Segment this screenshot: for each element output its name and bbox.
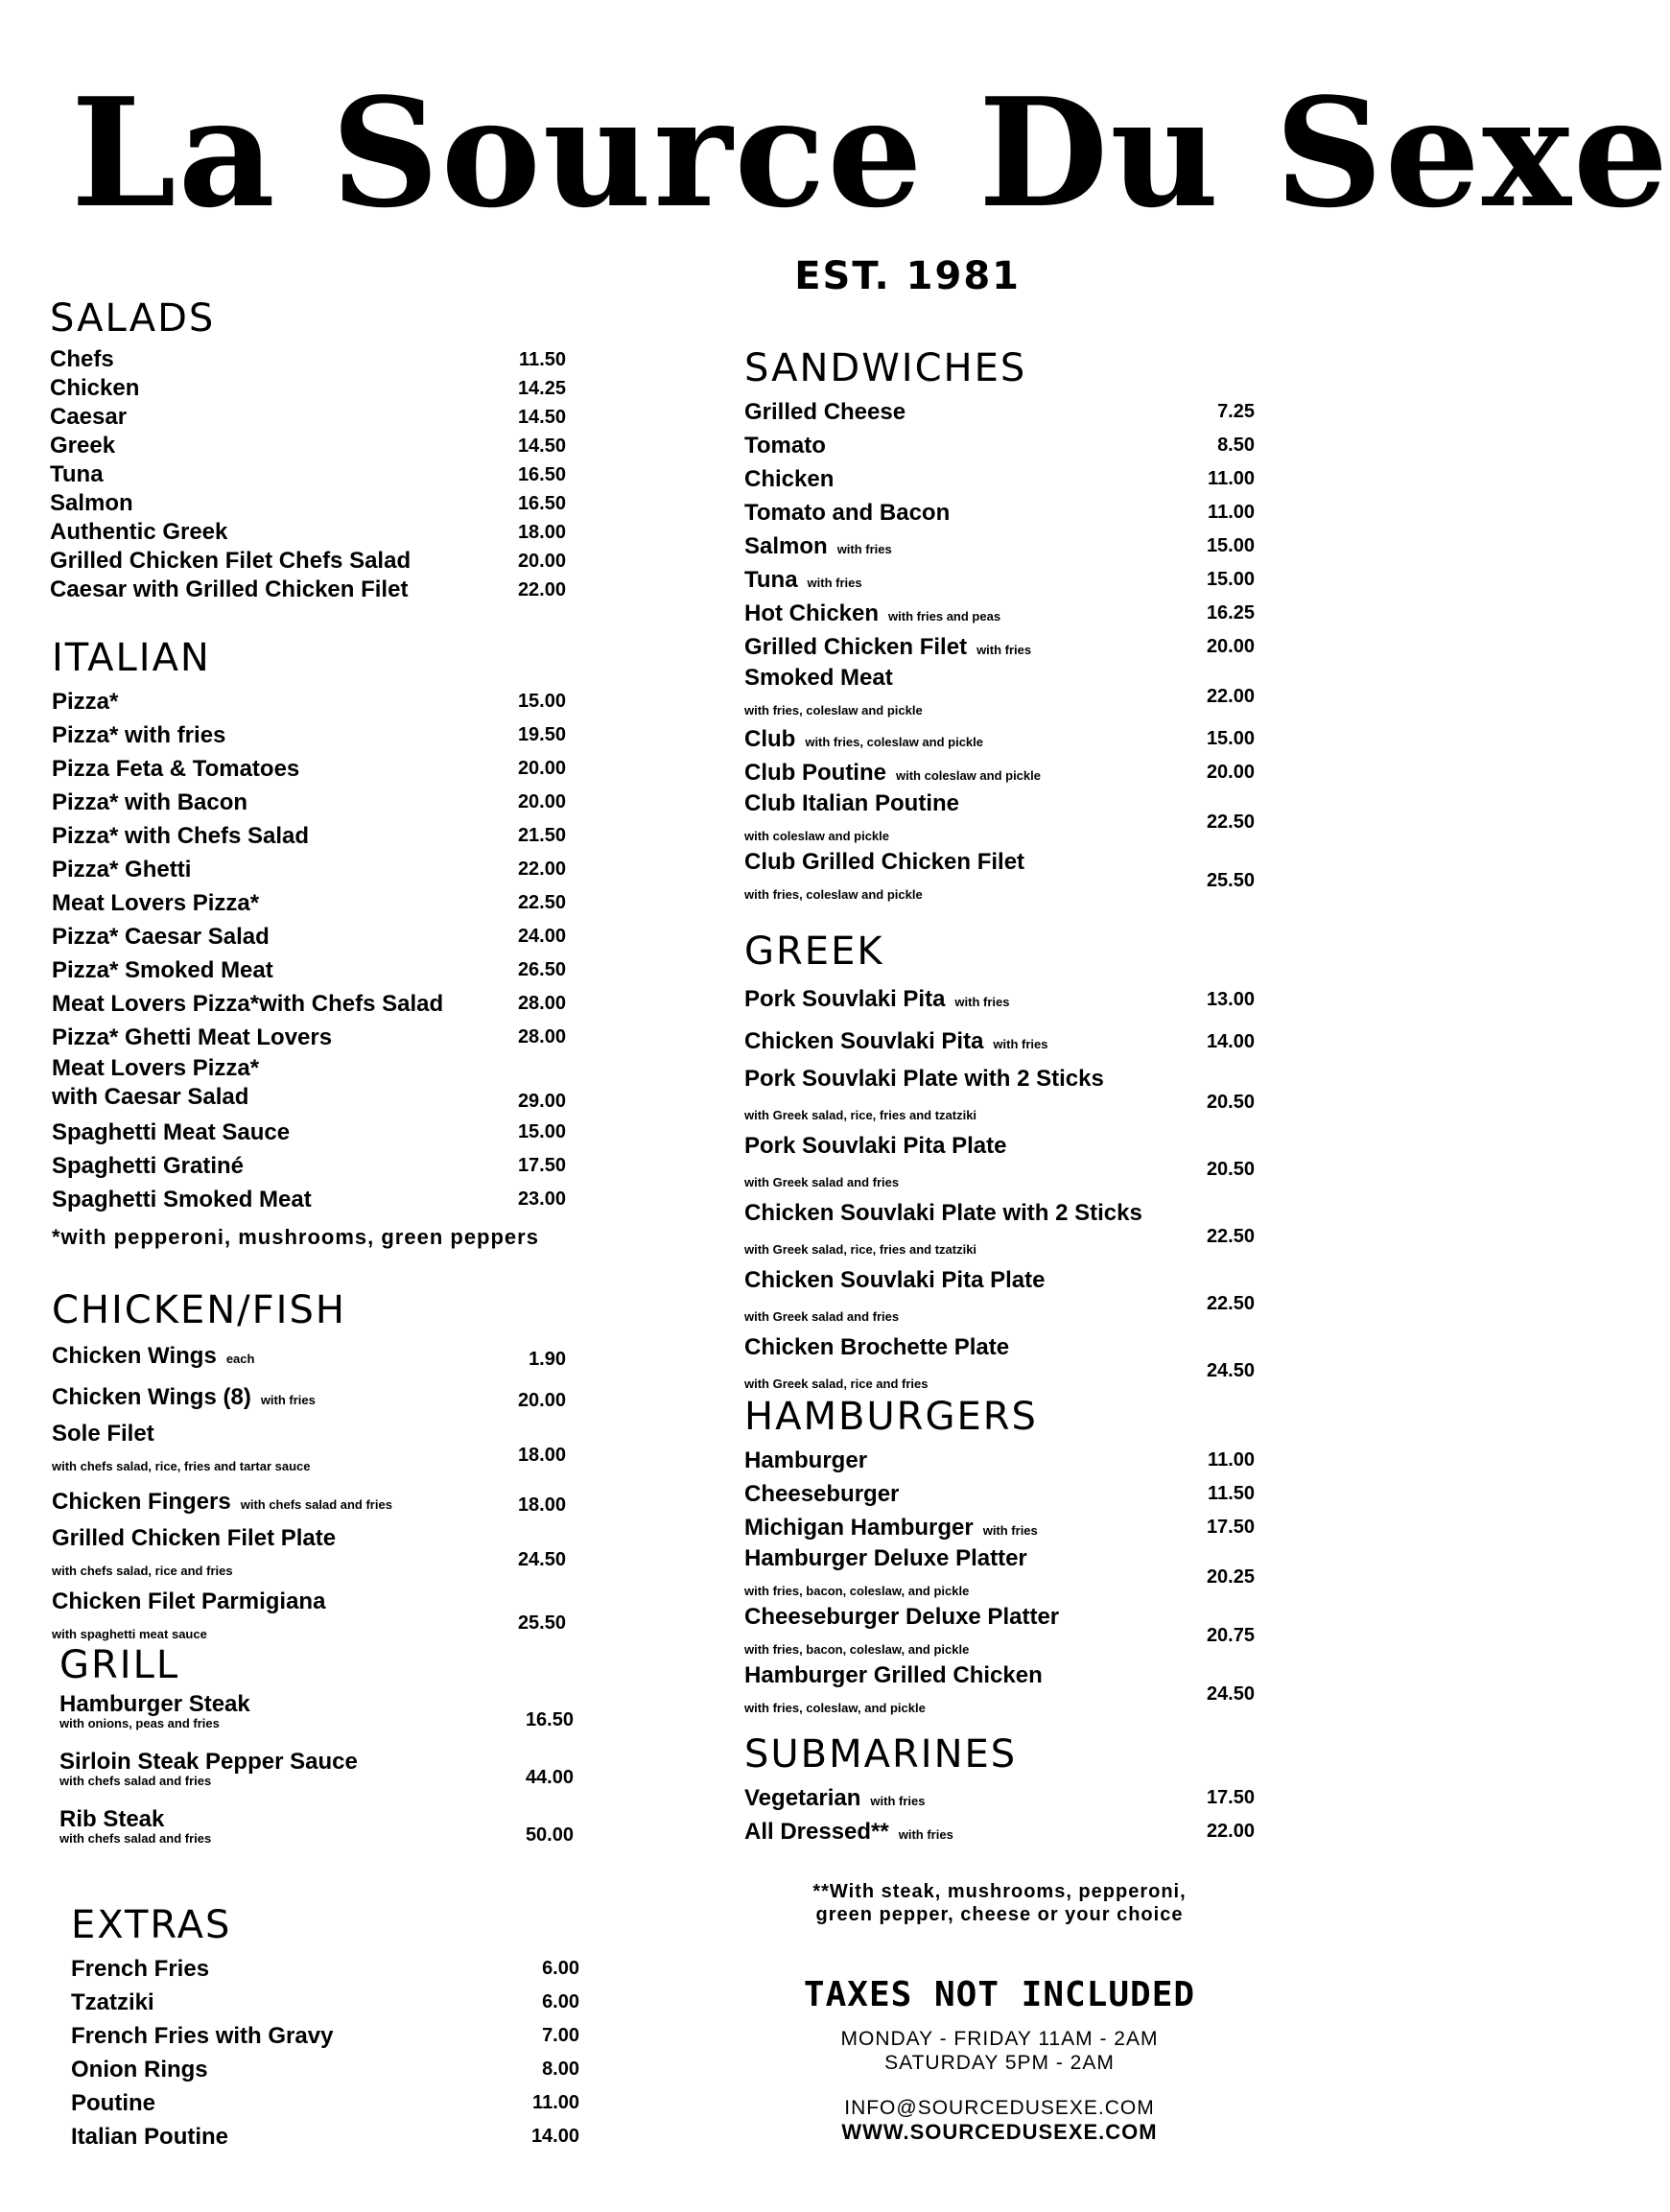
menu-item	[59, 1807, 574, 1865]
sandwiches-section	[744, 347, 1255, 906]
item-name: Club	[744, 726, 796, 752]
item-name: Spaghetti Meat Sauce	[52, 1119, 291, 1145]
menu-item	[52, 853, 566, 886]
item-price: 22.00	[1206, 686, 1255, 707]
chicken-fish-section	[52, 1289, 566, 1651]
item-note: with fries	[982, 1523, 1038, 1538]
item-name: Chicken Souvlaki Pita	[744, 1028, 984, 1054]
item-price: 11.50	[519, 349, 566, 370]
menu-item	[52, 1149, 566, 1183]
item-name: Caesar	[50, 404, 128, 430]
item-price: 24.00	[517, 926, 566, 947]
item-description: with fries, coleslaw, and pickle	[744, 1701, 926, 1715]
item-price: 22.50	[517, 892, 566, 913]
item-name: Salmon	[744, 533, 828, 559]
item-description: with Greek salad, rice, fries and tzatziki	[744, 1242, 977, 1257]
pizza-note: *with pepperoni, mushrooms, green peppers	[52, 1225, 539, 1249]
item-price: 15.00	[517, 1121, 566, 1142]
section-title: GREEK	[744, 930, 884, 974]
item-name: Pizza*	[52, 689, 119, 715]
item-price: 15.00	[517, 691, 566, 712]
item-price: 28.00	[517, 1026, 566, 1047]
menu-item	[71, 2086, 579, 2120]
footer	[744, 1971, 1255, 2145]
item-name: Chicken Souvlaki Pita Plate	[744, 1267, 1046, 1293]
menu-item	[52, 786, 566, 819]
item-price: 20.50	[1206, 1159, 1255, 1180]
section-title: SANDWICHES	[744, 346, 1027, 390]
item-name: All Dressed**	[744, 1819, 889, 1845]
submarine-note-line2: green pepper, cheese or your choice	[815, 1904, 1184, 1925]
item-note: with fries	[954, 995, 1010, 1009]
section-title: ITALIAN	[52, 636, 211, 680]
menu-item	[52, 819, 566, 853]
hamburgers-section	[744, 1396, 1255, 1720]
item-name: Onion Rings	[71, 2057, 208, 2083]
item-price: 6.00	[542, 1958, 579, 1979]
item-name: Chicken Souvlaki Plate with 2 Sticks	[744, 1200, 1142, 1226]
menu-item	[744, 789, 1255, 848]
item-description: with chefs salad and fries	[59, 1831, 212, 1846]
item-price: 25.50	[517, 1612, 566, 1634]
item-description: with Greek salad, rice and fries	[744, 1377, 929, 1391]
item-price: 22.00	[1206, 1821, 1255, 1842]
menu-item	[71, 2053, 579, 2086]
brand-logo: La Source Du Sexe	[71, 65, 1670, 241]
menu-item	[52, 718, 566, 752]
section-title: HAMBURGERS	[744, 1395, 1038, 1439]
menu-item	[52, 1420, 566, 1483]
item-price: 28.00	[517, 993, 566, 1014]
item-price: 22.50	[1206, 812, 1255, 833]
menu-item	[52, 1116, 566, 1149]
item-note: with fries and peas	[888, 609, 1001, 624]
item-description: with spaghetti meat sauce	[52, 1627, 207, 1641]
website-link[interactable]: WWW.SOURCEDUSEXE.COM	[841, 2120, 1158, 2144]
menu-item	[744, 1130, 1255, 1197]
item-name: Spaghetti Smoked Meat	[52, 1187, 312, 1212]
menu-item	[52, 1054, 566, 1116]
item-price: 15.00	[1206, 728, 1255, 749]
item-price: 22.00	[517, 579, 566, 600]
item-description: with chefs salad, rice and fries	[52, 1564, 233, 1578]
menu-item	[744, 1477, 1255, 1511]
item-name: Meat Lovers Pizza*	[52, 890, 260, 916]
italian-section	[52, 637, 566, 1257]
item-price: 20.00	[517, 758, 566, 779]
item-price: 15.00	[1206, 535, 1255, 556]
item-name: Grilled Cheese	[744, 399, 906, 425]
item-name: Michigan Hamburger	[744, 1515, 974, 1541]
item-name: Pizza* Smoked Meat	[52, 957, 273, 983]
item-price: 15.00	[1206, 569, 1255, 590]
item-description: with coleslaw and pickle	[744, 829, 889, 843]
item-price: 20.00	[517, 551, 566, 572]
item-price: 11.00	[1208, 502, 1255, 523]
item-price: 17.50	[517, 1155, 566, 1176]
item-name: Chefs	[50, 346, 114, 372]
item-name: Hamburger Deluxe Platter	[744, 1545, 1027, 1571]
item-name: Caesar with Grilled Chicken Filet	[50, 577, 409, 602]
item-name: Chicken Wings (8)	[52, 1384, 251, 1410]
menu-item	[71, 2019, 579, 2053]
item-name: Authentic Greek	[50, 519, 228, 545]
item-name: Greek	[50, 433, 116, 459]
item-description: with Greek salad, rice, fries and tzatziki	[744, 1108, 977, 1122]
menu-item	[71, 1986, 579, 2019]
item-name: Hot Chicken	[744, 600, 880, 626]
item-price: 7.25	[1217, 401, 1255, 422]
item-price: 18.00	[517, 1445, 566, 1466]
extras-section	[71, 1904, 579, 2153]
item-price: 14.50	[517, 407, 566, 428]
menu-item	[744, 395, 1255, 429]
item-price: 8.50	[1217, 435, 1255, 456]
greek-section	[744, 930, 1255, 1399]
menu-item	[744, 978, 1255, 1021]
menu-item	[50, 432, 566, 460]
item-name: Pizza* Ghetti	[52, 857, 192, 882]
item-name: Pizza* Caesar Salad	[52, 924, 270, 950]
menu-item	[744, 1063, 1255, 1130]
section-title: SALADS	[50, 296, 216, 341]
item-name: Hamburger Steak	[59, 1691, 250, 1717]
menu-item	[52, 953, 566, 987]
item-name: Club Italian Poutine	[744, 790, 960, 816]
grill-section	[59, 1644, 574, 1865]
item-note: with fries	[993, 1037, 1048, 1051]
item-description: with fries, coleslaw and pickle	[744, 703, 923, 718]
item-name: Tzatziki	[71, 1989, 154, 2015]
item-name: Cheeseburger Deluxe Platter	[744, 1604, 1060, 1630]
menu-item	[744, 597, 1255, 630]
menu-item	[71, 1952, 579, 1986]
item-price: 8.00	[542, 2059, 579, 2080]
menu-item	[744, 496, 1255, 529]
menu-item	[52, 987, 566, 1021]
item-note: with coleslaw and pickle	[895, 768, 1041, 783]
menu-item	[50, 518, 566, 547]
item-name: Pizza* with fries	[52, 722, 226, 748]
menu-item	[52, 1588, 566, 1651]
item-price: 13.00	[1206, 989, 1255, 1010]
menu-item	[744, 1781, 1255, 1815]
item-name: Sirloin Steak Pepper Sauce	[59, 1749, 358, 1775]
hours-weekday: MONDAY - FRIDAY 11AM - 2AM	[840, 2028, 1159, 2050]
item-name: Chicken Filet Parmigiana	[52, 1588, 326, 1614]
item-price: 14.50	[517, 435, 566, 457]
item-name: Hamburger Grilled Chicken	[744, 1662, 1043, 1688]
item-name: Grilled Chicken Filet Chefs Salad	[50, 548, 412, 574]
item-name: Spaghetti Gratiné	[52, 1153, 245, 1179]
item-price: 20.00	[517, 791, 566, 812]
item-name: Chicken Wings	[52, 1343, 217, 1369]
item-price: 19.50	[517, 724, 566, 745]
item-price: 50.00	[525, 1824, 574, 1846]
item-name: French Fries	[71, 1956, 210, 1982]
item-price: 18.00	[517, 522, 566, 543]
item-description: with chefs salad and fries	[59, 1774, 212, 1788]
menu-item	[744, 529, 1255, 563]
item-name: Hamburger	[744, 1447, 868, 1473]
item-description: with onions, peas and fries	[59, 1716, 220, 1730]
item-name: Grilled Chicken Filet Plate	[52, 1525, 337, 1551]
item-name-line2: with Caesar Salad	[52, 1084, 249, 1110]
item-price: 21.50	[517, 825, 566, 846]
item-price: 24.50	[517, 1549, 566, 1570]
menu-item	[52, 685, 566, 718]
menu-item	[744, 1197, 1255, 1264]
item-name: Chicken Fingers	[52, 1489, 231, 1515]
item-name: Vegetarian	[744, 1785, 861, 1811]
item-name: Pizza Feta & Tomatoes	[52, 756, 300, 782]
item-note: with fries	[976, 643, 1032, 657]
taxes-notice: TAXES NOT INCLUDED	[803, 1975, 1196, 2014]
item-price: 17.50	[1206, 1787, 1255, 1808]
menu-item	[744, 1021, 1255, 1063]
item-price: 1.90	[529, 1349, 566, 1370]
item-price: 11.00	[532, 2092, 579, 2113]
item-name: Club Grilled Chicken Filet	[744, 849, 1025, 875]
item-name: Salmon	[50, 490, 133, 516]
section-title: SUBMARINES	[744, 1732, 1018, 1777]
menu-item	[744, 429, 1255, 462]
section-title: CHICKEN/FISH	[52, 1288, 346, 1332]
menu-item	[744, 848, 1255, 906]
item-price: 20.00	[1206, 636, 1255, 657]
item-name: Meat Lovers Pizza*with Chefs Salad	[52, 991, 444, 1017]
menu-item	[744, 462, 1255, 496]
item-name: Poutine	[71, 2090, 155, 2116]
menu-item	[59, 1692, 574, 1750]
menu-item	[50, 576, 566, 604]
menu-item	[71, 2120, 579, 2153]
menu-item	[50, 489, 566, 518]
item-note: with fries, coleslaw and pickle	[805, 735, 984, 749]
item-price: 14.00	[1206, 1031, 1255, 1052]
menu-item	[744, 722, 1255, 756]
item-description: with Greek salad and fries	[744, 1309, 900, 1324]
menu-item	[744, 1603, 1255, 1661]
item-price: 23.00	[517, 1188, 566, 1210]
section-title: GRILL	[59, 1643, 180, 1687]
menu-item	[744, 563, 1255, 597]
item-note: with fries	[870, 1794, 926, 1808]
menu-item	[52, 1183, 566, 1216]
item-description: with chefs salad, rice, fries and tartar sauce	[52, 1459, 311, 1473]
item-name: Tuna	[50, 461, 104, 487]
brand-header	[71, 58, 1670, 298]
item-name: Meat Lovers Pizza*	[52, 1055, 260, 1081]
menu-item	[744, 630, 1255, 664]
item-price: 29.00	[517, 1091, 566, 1112]
item-name: Smoked Meat	[744, 665, 893, 691]
item-name: Sole Filet	[52, 1421, 154, 1447]
menu-item	[50, 460, 566, 489]
item-price: 24.50	[1206, 1683, 1255, 1705]
item-price: 11.00	[1208, 468, 1255, 489]
item-name: Pizza* with Chefs Salad	[52, 823, 310, 849]
item-name: Tomato	[744, 433, 826, 459]
item-price: 25.50	[1206, 870, 1255, 891]
item-name: French Fries with Gravy	[71, 2023, 334, 2049]
menu-item	[744, 1661, 1255, 1720]
item-description: with fries, coleslaw and pickle	[744, 887, 923, 902]
item-price: 17.50	[1206, 1517, 1255, 1538]
item-name: Tuna	[744, 567, 798, 593]
item-name: Cheeseburger	[744, 1481, 900, 1507]
item-price: 11.00	[1208, 1449, 1255, 1471]
menu-item	[744, 1511, 1255, 1544]
item-note: with fries	[260, 1393, 316, 1407]
menu-item	[52, 1337, 566, 1378]
item-name: Pork Souvlaki Pita Plate	[744, 1133, 1007, 1159]
item-name: Rib Steak	[59, 1806, 165, 1832]
item-note: each	[225, 1352, 255, 1366]
item-name: Tomato and Bacon	[744, 500, 951, 526]
menu-item	[52, 886, 566, 920]
item-note: with chefs salad and fries	[240, 1497, 392, 1512]
menu-item	[50, 547, 566, 576]
item-price: 20.00	[1206, 762, 1255, 783]
menu-item	[52, 1021, 566, 1054]
menu-item	[744, 1544, 1255, 1603]
menu-item	[50, 403, 566, 432]
item-price: 11.50	[1208, 1483, 1255, 1504]
menu-item	[50, 374, 566, 403]
item-price: 24.50	[1206, 1360, 1255, 1381]
item-note: with fries	[898, 1827, 953, 1842]
menu-item	[744, 1264, 1255, 1331]
menu-item	[52, 1524, 566, 1588]
item-price: 20.25	[1206, 1566, 1255, 1588]
submarines-section	[744, 1733, 1255, 1848]
item-price: 26.50	[517, 959, 566, 980]
salads-section	[50, 297, 566, 604]
menu-item	[59, 1750, 574, 1807]
item-description: with fries, bacon, coleslaw, and pickle	[744, 1642, 970, 1657]
menu-item	[744, 1815, 1255, 1848]
item-price: 20.00	[517, 1390, 566, 1411]
item-name: Grilled Chicken Filet	[744, 634, 968, 660]
item-price: 22.50	[1206, 1226, 1255, 1247]
submarine-note	[744, 1880, 1255, 1926]
item-price: 16.50	[525, 1709, 574, 1730]
menu-item	[744, 1331, 1255, 1399]
item-price: 16.50	[517, 464, 566, 485]
item-price: 20.50	[1206, 1092, 1255, 1113]
item-price: 14.00	[530, 2126, 579, 2147]
menu-item	[52, 1378, 566, 1420]
menu-item	[52, 920, 566, 953]
submarine-note-line1: **With steak, mushrooms, pepperoni,	[812, 1881, 1187, 1902]
item-price: 7.00	[542, 2025, 579, 2046]
section-title: EXTRAS	[71, 1903, 232, 1947]
item-price: 18.00	[517, 1494, 566, 1516]
item-name: Pork Souvlaki Plate with 2 Sticks	[744, 1066, 1104, 1092]
item-name: Pizza* Ghetti Meat Lovers	[52, 1024, 333, 1050]
hours-saturday: SATURDAY 5PM - 2AM	[884, 2052, 1115, 2074]
item-price: 22.50	[1206, 1293, 1255, 1314]
item-name: Chicken Brochette Plate	[744, 1334, 1010, 1360]
menu-item	[744, 756, 1255, 789]
item-name: Chicken	[50, 375, 140, 401]
item-name: Club Poutine	[744, 760, 886, 786]
item-price: 6.00	[542, 1991, 579, 2012]
item-note: with fries	[836, 542, 892, 556]
item-price: 16.50	[517, 493, 566, 514]
item-description: with Greek salad and fries	[744, 1175, 900, 1189]
item-price: 44.00	[525, 1767, 574, 1788]
established-year: EST. 1981	[794, 254, 1021, 298]
item-description: with fries, bacon, coleslaw, and pickle	[744, 1584, 970, 1598]
item-price: 14.25	[517, 378, 566, 399]
menu-item	[52, 1483, 566, 1524]
menu-item	[50, 345, 566, 374]
item-name: Italian Poutine	[71, 2124, 229, 2150]
menu-item	[52, 752, 566, 786]
email-link[interactable]: INFO@SOURCEDUSEXE.COM	[844, 2097, 1155, 2119]
menu-item	[744, 664, 1255, 722]
item-name: Pizza* with Bacon	[52, 789, 248, 815]
item-note: with fries	[807, 576, 862, 590]
item-price: 20.75	[1206, 1625, 1255, 1646]
menu-item	[744, 1444, 1255, 1477]
item-name: Pork Souvlaki Pita	[744, 986, 946, 1012]
item-price: 16.25	[1206, 602, 1255, 624]
item-name: Chicken	[744, 466, 835, 492]
item-price: 22.00	[517, 859, 566, 880]
